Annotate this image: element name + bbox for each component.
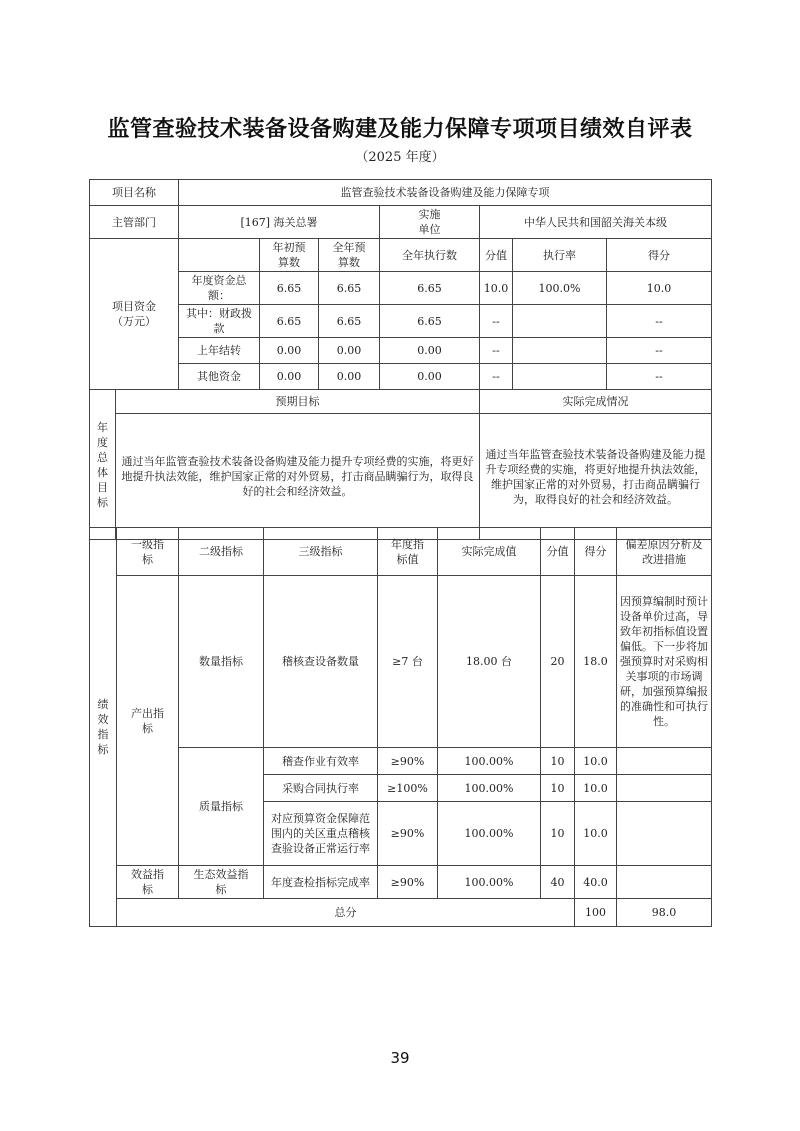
- funds-row-executed: 6.65: [380, 305, 480, 338]
- indicator-actual: 100.00%: [438, 866, 541, 899]
- indicator-target: ≥90%: [378, 748, 438, 775]
- total-label: 总分: [117, 899, 575, 927]
- goals-header-row: [90, 390, 712, 414]
- benefit-indicator-label: 效益指标: [117, 866, 179, 899]
- funds-row-executed: 6.65: [380, 272, 480, 305]
- level1-header: 一级指标: [117, 528, 179, 576]
- actual-header: 实际完成值: [438, 528, 541, 576]
- funds-row-label: 上年结转: [179, 338, 260, 364]
- indicator-remark: 因预算编制时预计设备单价过高，导致年初指标值设置偏低。下一步将加强预算时对采购相关事项的市场调研，加强预算编报的准确性和可执行性。: [617, 576, 712, 748]
- funds-header-blank: [179, 239, 260, 272]
- expected-goal-text: 通过当年监管查验技术装备设备购建及能力提升专项经费的实施，将更好地提升执法效能，维护国家正常的对外贸易，打击商品瞒骗行为，取得良好的社会和经济效益。: [116, 414, 480, 540]
- dept-value: [167] 海关总署: [179, 206, 380, 239]
- funds-row-label: 其他资金: [179, 364, 260, 390]
- funds-header-score-value: 分值: [480, 239, 513, 272]
- indicator-level3: 稽查作业有效率: [264, 748, 378, 775]
- indicator-remark: [617, 748, 712, 775]
- indicator-row: [90, 576, 712, 748]
- funds-row-executed: 0.00: [380, 364, 480, 390]
- indicator-actual: 100.00%: [438, 748, 541, 775]
- funds-header-executed: 全年执行数: [380, 239, 480, 272]
- funds-row: [90, 305, 712, 338]
- indicator-row: [90, 748, 712, 775]
- funds-row-score-value: --: [480, 338, 513, 364]
- indicator-score-value: 10: [541, 802, 575, 866]
- project-name-row: [90, 180, 712, 206]
- funds-row-rate: 100.0%: [513, 272, 607, 305]
- indicators-header-row: [90, 528, 712, 576]
- eco-benefit-indicator-label: 生态效益指标: [179, 866, 264, 899]
- funds-row-score-value: --: [480, 364, 513, 390]
- funds-row-initial: 0.00: [260, 338, 319, 364]
- actual-result-text: 通过当年监管查验技术装备设备购建及能力提升专项经费的实施，将更好地提升执法效能，维护国家正常的对外贸易，打击商品瞒骗行为，取得良好的社会和经济效益。: [480, 414, 712, 540]
- indicator-actual: 100.00%: [438, 775, 541, 802]
- funds-row-score: --: [607, 338, 712, 364]
- funds-row-score: --: [607, 305, 712, 338]
- indicator-target: ≥90%: [378, 866, 438, 899]
- indicator-score-value: 10: [541, 775, 575, 802]
- funds-row-full: 0.00: [319, 338, 380, 364]
- target-header: 年度指标值: [378, 528, 438, 576]
- project-name-label: 项目名称: [90, 180, 179, 206]
- indicator-target: ≥100%: [378, 775, 438, 802]
- funds-row-full: 6.65: [319, 272, 380, 305]
- funds-row: [90, 272, 712, 305]
- performance-indicators-label: 绩效指标: [90, 528, 117, 927]
- output-indicator-label: 产出指标: [117, 576, 179, 866]
- funds-row-rate: [513, 338, 607, 364]
- funds-row-score: 10.0: [607, 272, 712, 305]
- funds-row-score-value: --: [480, 305, 513, 338]
- funds-row-score: --: [607, 364, 712, 390]
- page-title: 监管查验技术装备设备购建及能力保障专项项目绩效自评表: [107, 117, 693, 142]
- indicator-level3: 对应预算资金保障范围内的关区重点稽核查验设备正常运行率: [264, 802, 378, 866]
- funds-header-full: 全年预算数: [319, 239, 380, 272]
- funds-row-label: 年度资金总额：: [179, 272, 260, 305]
- funds-row: [90, 364, 712, 390]
- funds-header-initial: 年初预算数: [260, 239, 319, 272]
- funds-header-row: [90, 239, 712, 272]
- funds-row-rate: [513, 305, 607, 338]
- indicator-target: ≥90%: [378, 802, 438, 866]
- goals-content-row: [90, 414, 712, 540]
- indicator-remark: [617, 775, 712, 802]
- indicator-score-value: 20: [541, 576, 575, 748]
- total-score-value: 100: [575, 899, 617, 927]
- actual-result-header: 实际完成情况: [480, 390, 712, 414]
- funds-row-executed: 0.00: [380, 338, 480, 364]
- level3-header: 三级指标: [264, 528, 378, 576]
- funds-row: [90, 338, 712, 364]
- indicator-level3: 采购合同执行率: [264, 775, 378, 802]
- dept-label: 主管部门: [90, 206, 179, 239]
- funds-row-label: 其中：财政拨款: [179, 305, 260, 338]
- page-subtitle: （2025 年度）: [355, 150, 445, 165]
- funds-row-initial: 0.00: [260, 364, 319, 390]
- department-row: [90, 206, 712, 239]
- total-score: 98.0: [617, 899, 712, 927]
- indicator-actual: 100.00%: [438, 802, 541, 866]
- funds-row-score-value: 10.0: [480, 272, 513, 305]
- indicator-remark: [617, 802, 712, 866]
- funds-header-rate: 执行率: [513, 239, 607, 272]
- page-number: 39: [390, 1049, 410, 1067]
- annual-goal-label: 年度总体目标: [90, 390, 116, 540]
- funds-header-score: 得分: [607, 239, 712, 272]
- indicator-actual: 18.00 台: [438, 576, 541, 748]
- indicator-level3: 稽核查设备数量: [264, 576, 378, 748]
- funds-row-full: 0.00: [319, 364, 380, 390]
- indicator-score-value: 40: [541, 866, 575, 899]
- score-header: 得分: [575, 528, 617, 576]
- funds-row-initial: 6.65: [260, 272, 319, 305]
- indicator-score: 10.0: [575, 748, 617, 775]
- funds-row-full: 6.65: [319, 305, 380, 338]
- indicator-score: 10.0: [575, 775, 617, 802]
- indicator-level3: 年度查检指标完成率: [264, 866, 378, 899]
- indicator-target: ≥7 台: [378, 576, 438, 748]
- indicator-row: [90, 866, 712, 899]
- funds-row-rate: [513, 364, 607, 390]
- indicator-score-value: 10: [541, 748, 575, 775]
- funds-label: 项目资金（万元）: [90, 239, 179, 390]
- level2-header: 二级指标: [179, 528, 264, 576]
- indicators-table: [89, 527, 712, 927]
- project-name-value: 监管查验技术装备设备购建及能力保障专项: [179, 180, 712, 206]
- expected-goal-header: 预期目标: [116, 390, 480, 414]
- impl-unit-value: 中华人民共和国韶关海关本级: [480, 206, 712, 239]
- score-value-header: 分值: [541, 528, 575, 576]
- indicator-remark: [617, 866, 712, 899]
- funds-row-initial: 6.65: [260, 305, 319, 338]
- remark-header: 偏差原因分析及改进措施: [617, 528, 712, 576]
- total-row: [90, 899, 712, 927]
- indicator-score: 40.0: [575, 866, 617, 899]
- indicator-score: 18.0: [575, 576, 617, 748]
- quality-indicator-label: 质量指标: [179, 748, 264, 866]
- impl-unit-label: 实施单位: [380, 206, 480, 239]
- indicator-score: 10.0: [575, 802, 617, 866]
- evaluation-table: [89, 179, 712, 540]
- quantity-indicator-label: 数量指标: [179, 576, 264, 748]
